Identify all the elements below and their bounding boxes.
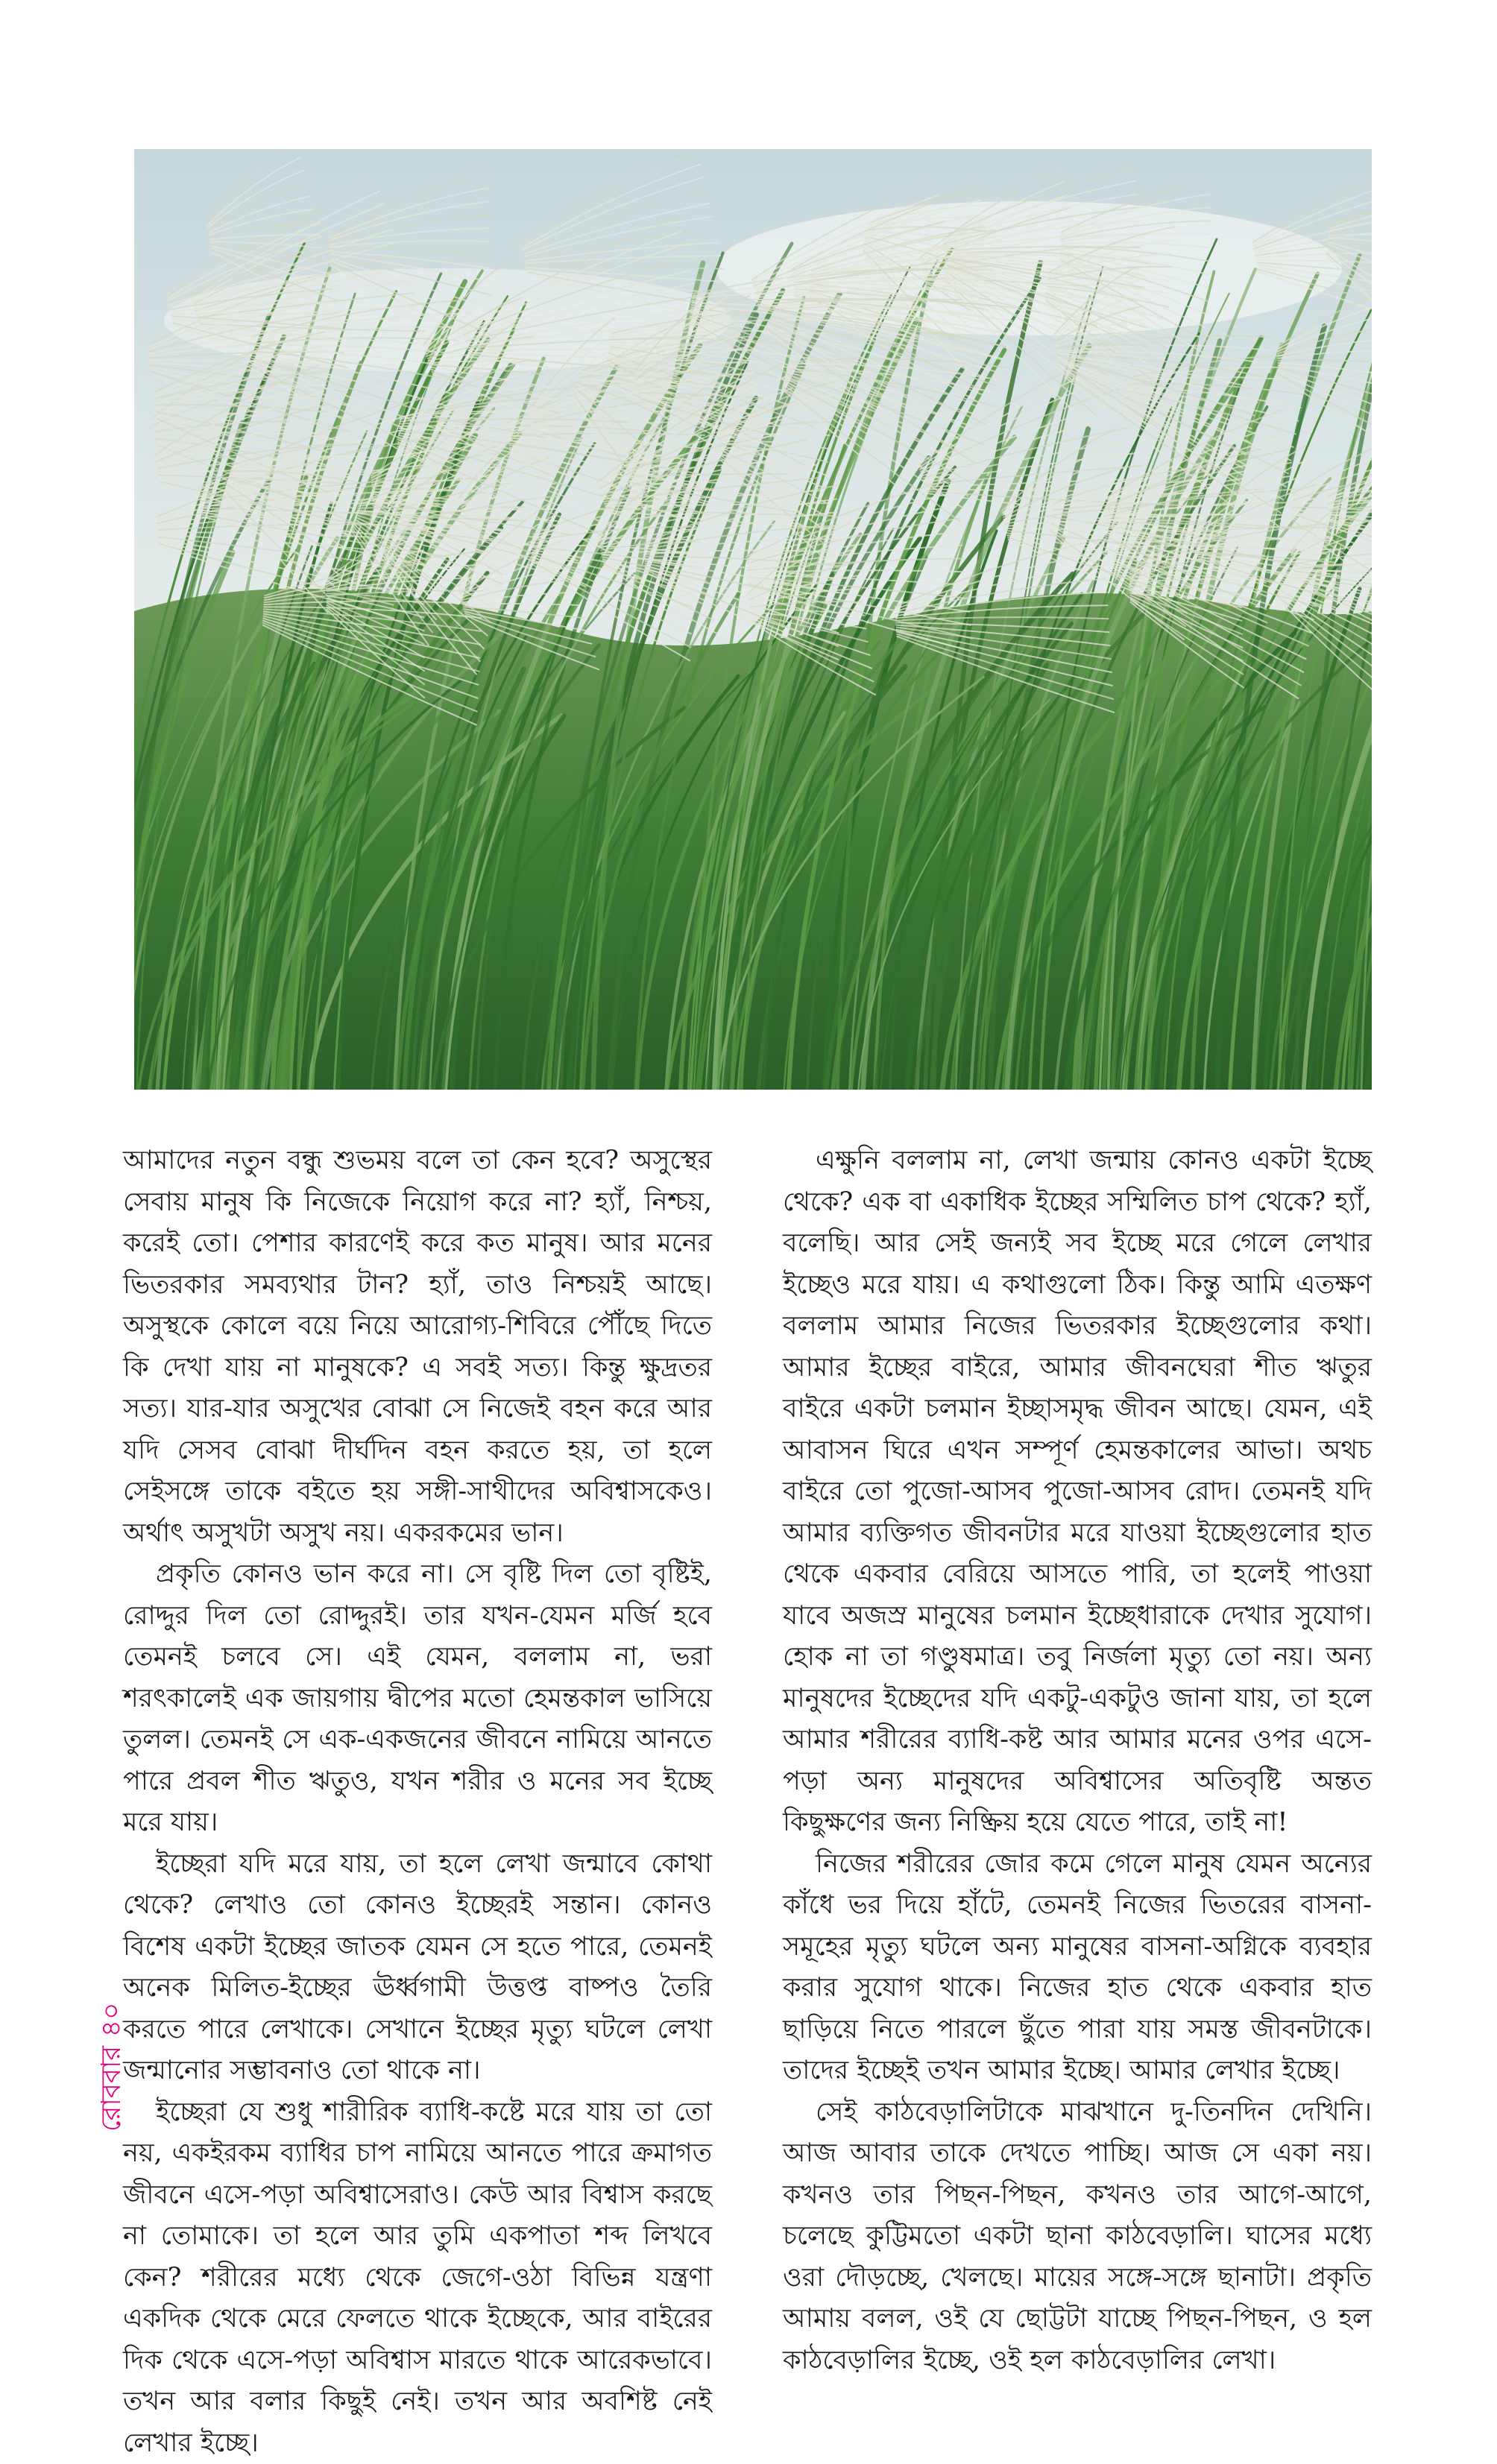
paragraph: আমাদের নতুন বন্ধু শুভময় বলে তা কেন হবে? অসুস্থের সেবায় মানুষ কি নিজেকে নিয়োগ করে না? হ্যাঁ, নিশ্চয়, করেই তো। পেশার কারণেই করে কত মানুষ। আর মনের ভিতরকার সমব্যথার টান? হ্যাঁ, তাও নিশ্চয়ই আছে। অসুস্থকে কোলে বয়ে নিয়ে আরোগ্য-শিবিরে পৌঁছে দিতে কি দেখা যায় না মানুষকে? এ সবই সত্য। কিন্তু ক্ষুদ্রতর সত্য। যার-যার অসুখের বোঝা সে নিজেই বহন করে আর যদি সেসব বোঝা দীর্ঘদিন বহন করতে হয়, তা হলে সেইসঙ্গে তাকে বইতে হয় সঙ্গী-সাথীদের অবিশ্বাসকেও। অর্থাৎ অসুখটা অসুখ নয়। একরকমের ভান। xyxy=(123,1140,712,1554)
paragraph: নিজের শরীরের জোর কমে গেলে মানুষ যেমন অন্যের কাঁধে ভর দিয়ে হাঁটে, তেমনই নিজের ভিতরের বাসনা-সমূহের মৃত্যু ঘটলে অন্য মানুষের বাসনা-অগ্নিকে ব্যবহার করার সুযোগ থাকে। নিজের হাত থেকে একবার হাত ছাড়িয়ে নিতে পারলে ছুঁতে পারা যায় সমস্ত জীবনটাকে। তাদের ইচ্ছেই তখন আমার ইচ্ছে। আমার লেখার ইচ্ছে। xyxy=(783,1844,1372,2092)
article-column-right xyxy=(783,1140,1372,2381)
page-folio: রোববার ৪০ xyxy=(91,2003,136,2132)
kash-grass-photo xyxy=(134,149,1372,1090)
paragraph: সেই কাঠবেড়ালিটাকে মাঝখানে দু-তিনদিন দেখিনি। আজ আবার তাকে দেখতে পাচ্ছি। আজ সে একা নয়। কখনও তার পিছন-পিছন, কখনও তার আগে-আগে, চলেছে কুট্টিমতো একটা ছানা কাঠবেড়ালি। ঘাসের মধ্যে ওরা দৌড়চ্ছে, খেলছে। মায়ের সঙ্গে-সঙ্গে ছানাটা। প্রকৃতি আমায় বলল, ওই যে ছোট্টটা যাচ্ছে পিছন-পিছন, ও হল কাঠবেড়ালির ইচ্ছে, ওই হল কাঠবেড়ালির লেখা। xyxy=(783,2092,1372,2382)
paragraph: ইচ্ছেরা যদি মরে যায়, তা হলে লেখা জন্মাবে কোথা থেকে? লেখাও তো কোনও ইচ্ছেরই সন্তান। কোনও বিশেষ একটা ইচ্ছের জাতক যেমন সে হতে পারে, তেমনই অনেক মিলিত-ইচ্ছের ঊর্ধ্বগামী উত্তপ্ত বাষ্পও তৈরি করতে পারে লেখাকে। সেখানে ইচ্ছের মৃত্যু ঘটলে লেখা জন্মানোর সম্ভাবনাও তো থাকে না। xyxy=(123,1844,712,2092)
paragraph: এক্ষুনি বললাম না, লেখা জন্মায় কোনও একটা ইচ্ছে থেকে? এক বা একাধিক ইচ্ছের সম্মিলিত চাপ থেকে? হ্যাঁ, বলেছি। আর সেই জন্যই সব ইচ্ছে মরে গেলে লেখার ইচ্ছেও মরে যায়। এ কথাগুলো ঠিক। কিন্তু আমি এতক্ষণ বললাম আমার নিজের ভিতরকার ইচ্ছেগুলোর কথা। আমার ইচ্ছের বাইরে, আমার জীবনঘেরা শীত ঋতুর বাইরে একটা চলমান ইচ্ছাসমৃদ্ধ জীবন আছে। যেমন, এই আবাসন ঘিরে এখন সম্পূর্ণ হেমন্তকালের আভা। অথচ বাইরে তো পুজো-আসব পুজো-আসব রোদ। তেমনই যদি আমার ব্যক্তিগত জীবনটার মরে যাওয়া ইচ্ছেগুলোর হাত থেকে একবার বেরিয়ে আসতে পারি, তা হলেই পাওয়া যাবে অজস্র মানুষের চলমান ইচ্ছেধারাকে দেখার সুযোগ। হোক না তা গণ্ডুষমাত্র। তবু নির্জলা মৃত্যু তো নয়। অন্য মানুষদের ইচ্ছেদের যদি একটু-একটুও জানা যায়, তা হলে আমার শরীরের ব্যাধি-কষ্ট আর আমার মনের ওপর এসে-পড়া অন্য মানুষদের অবিশ্বাসের অতিবৃষ্টি অন্তত কিছুক্ষণের জন্য নিষ্ক্রিয় হয়ে যেতে পারে, তাই না! xyxy=(783,1140,1372,1844)
paragraph: প্রকৃতি কোনও ভান করে না। সে বৃষ্টি দিল তো বৃষ্টিই, রোদ্দুর দিল তো রোদ্দুরই। তার যখন-যেমন মর্জি হবে তেমনই চলবে সে। এই যেমন, বললাম না, ভরা শরৎকালেই এক জায়গায় দ্বীপের মতো হেমন্তকাল ভাসিয়ে তুলল। তেমনই সে এক-একজনের জীবনে নামিয়ে আনতে পারে প্রবল শীত ঋতুও, যখন শরীর ও মনের সব ইচ্ছে মরে যায়। xyxy=(123,1554,712,1844)
article-column-left xyxy=(123,1140,712,2464)
paragraph: ইচ্ছেরা যে শুধু শারীরিক ব্যাধি-কষ্টে মরে যায় তা তো নয়, একইরকম ব্যাধির চাপ নামিয়ে আনতে পারে ক্রমাগত জীবনে এসে-পড়া অবিশ্বাসেরাও। কেউ আর বিশ্বাস করছে না তোমাকে। তা হলে আর তুমি একপাতা শব্দ লিখবে কেন? শরীরের মধ্যে থেকে জেগে-ওঠা বিভিন্ন যন্ত্রণা একদিক থেকে মেরে ফেলতে থাকে ইচ্ছেকে, আর বাইরের দিক থেকে এসে-পড়া অবিশ্বাস মারতে থাকে আরেকভাবে। তখন আর বলার কিছুই নেই। তখন আর অবশিষ্ট নেই লেখার ইচ্ছে। xyxy=(123,2092,712,2464)
photo-image xyxy=(134,149,1372,1090)
